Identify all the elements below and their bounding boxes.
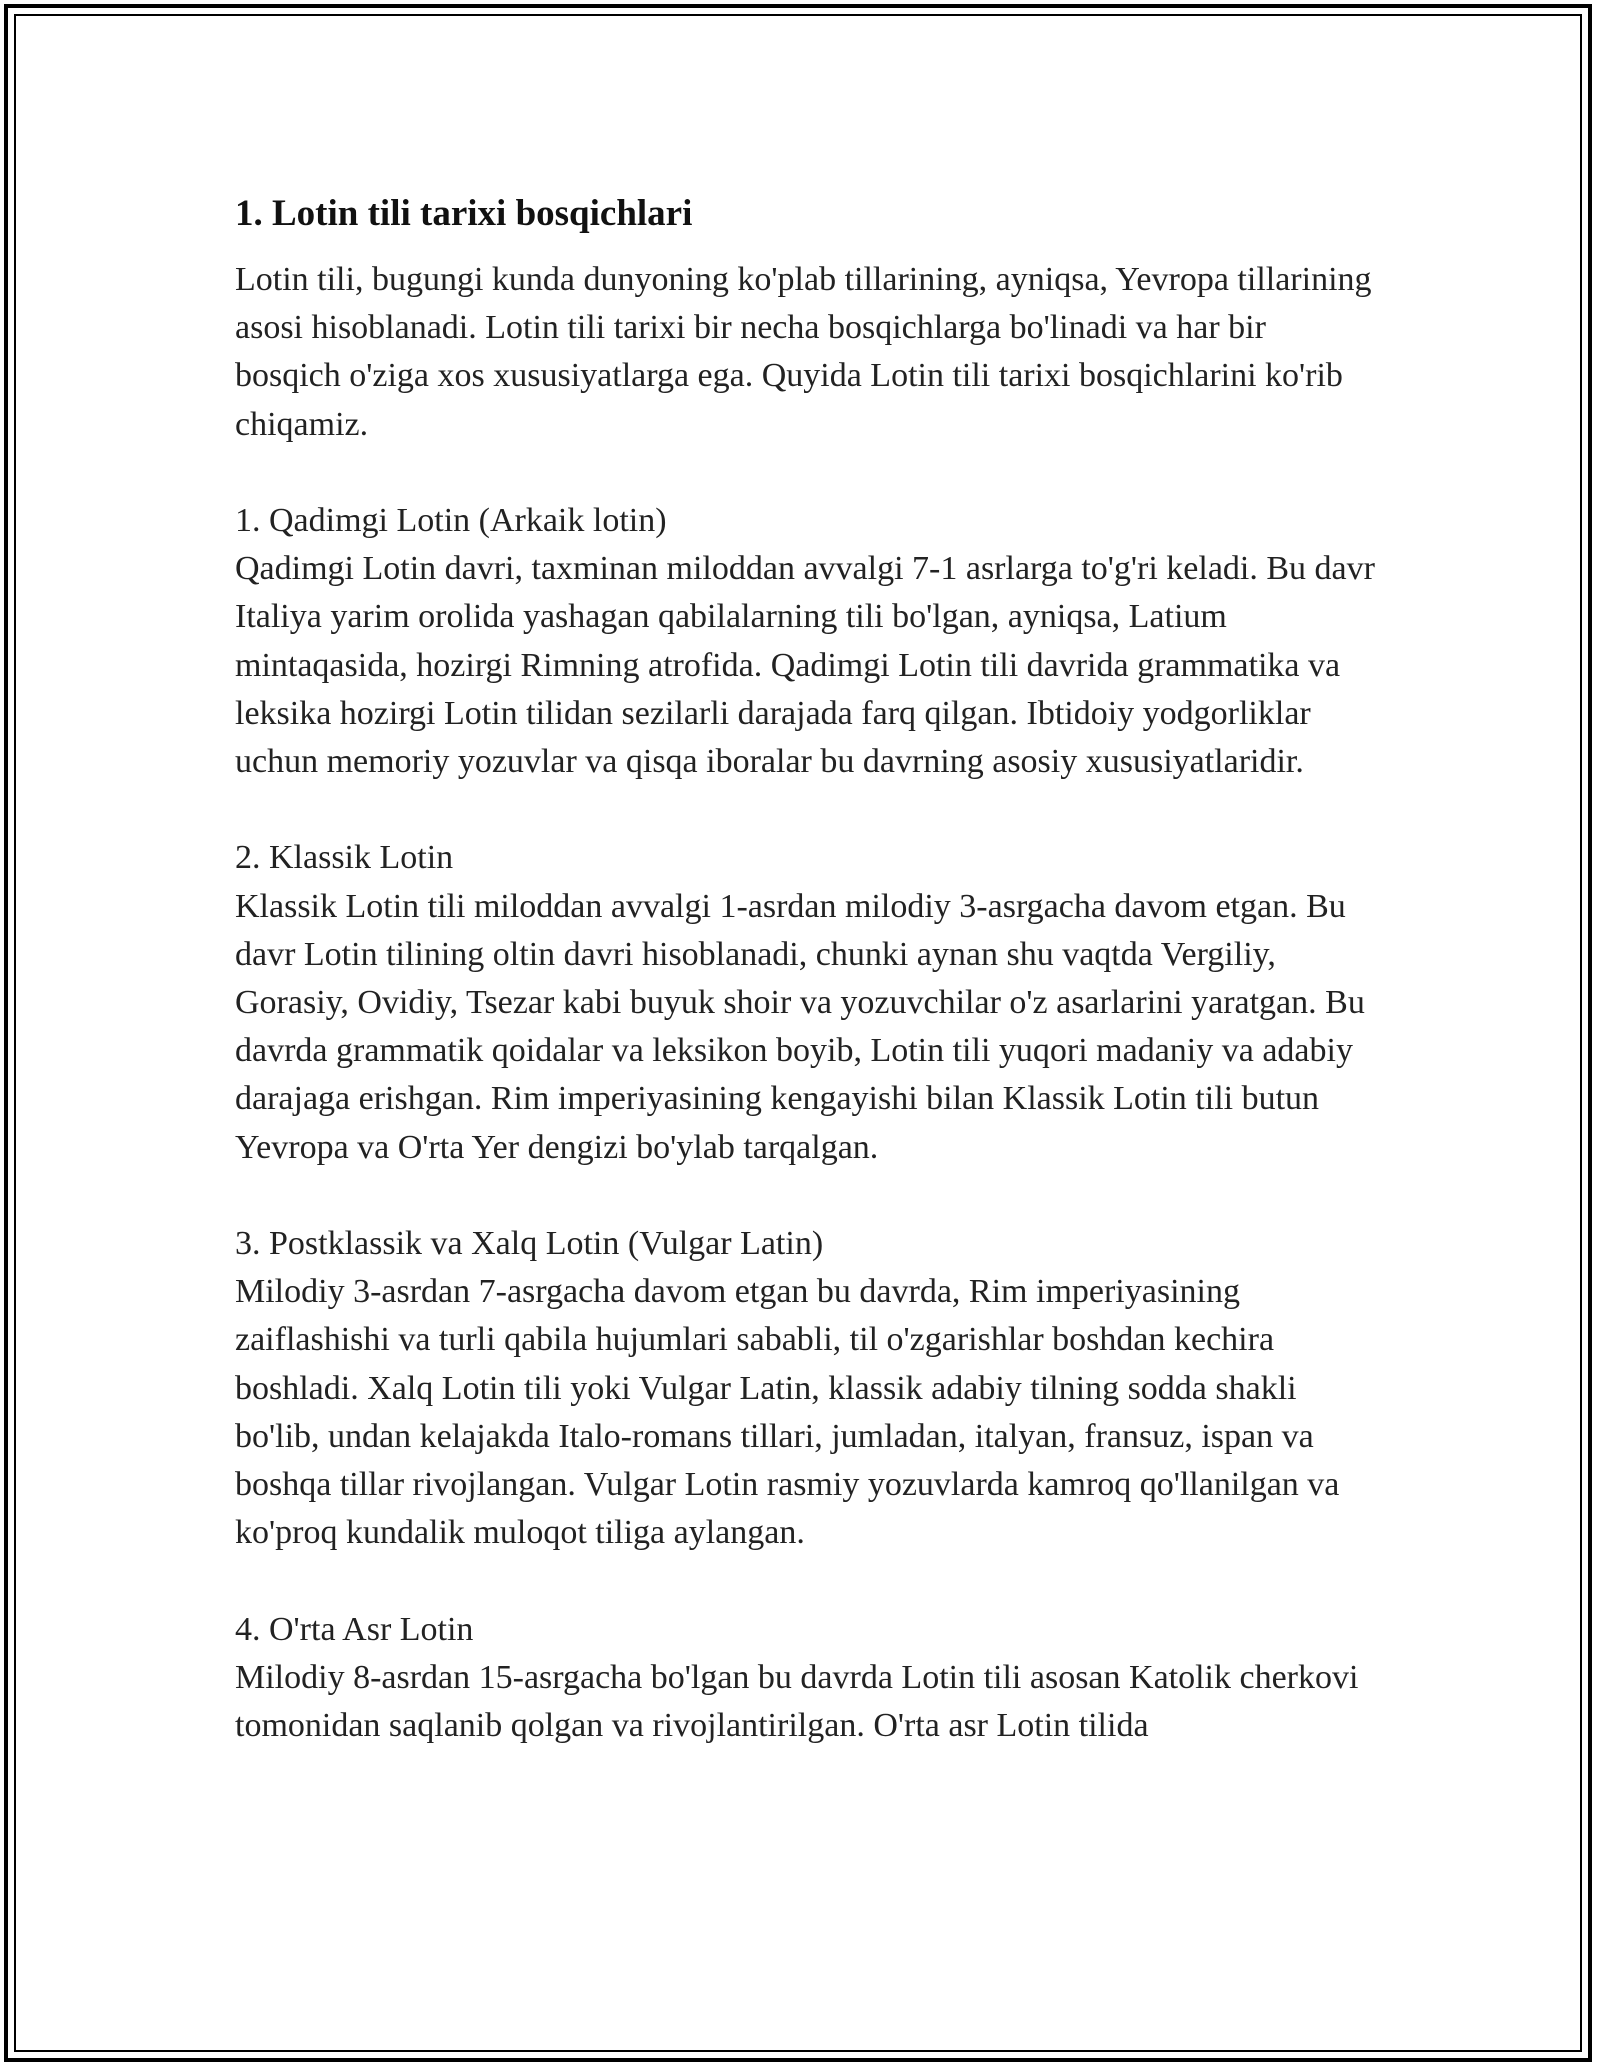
section-body: Milodiy 8-asrdan 15-asrgacha bo'lgan bu davrda Lotin tili asosan Katolik cherkovi tomonidan saqlanib qolgan va rivojlantirilgan. O'rta asr Lotin tilida [235, 1658, 1359, 1745]
section-body: Klassik Lotin tili miloddan avvalgi 1-asrdan milodiy 3-asrgacha davom etgan. Bu davr Lotin tilining oltin davri hisoblanadi, chunki aynan shu vaqtda Vergiliy, Gorasiy, Ovidiy, Tsezar kabi buyuk shoir va yozuvchilar o'z asarlarini yaratgan. Bu davrda grammatik qoidalar va leksikon boyib, Lotin tili yuqori madaniy va adabiy darajaga erishgan. Rim imperiyasining kengayishi bilan Klassik Lotin tili butun Yevropa va O'rta Yer dengizi bo'ylab tarqalgan. [235, 887, 1365, 1166]
section-body: Qadimgi Lotin davri, taxminan miloddan avvalgi 7-1 asrlarga to'g'ri keladi. Bu davr Italiya yarim orolida yashagan qabilalarning tili bo'lgan, ayniqsa, Latium mintaqasida, hozirgi Rimning atrofida. Qadimgi Lotin tili davrida grammatika va leksika hozirgi Lotin tilidan sezilarli darajada farq qilgan. Ibtidoiy yodgorliklar uchun memoriy yozuvlar va qisqa iboralar bu davrning asosiy xususiyatlaridir. [235, 550, 1375, 781]
document-title: 1. Lotin tili tarixi bosqichlari [235, 193, 693, 234]
document-body [235, 186, 1375, 1750]
section-archaic-latin [235, 497, 1375, 786]
section-heading: 1. Qadimgi Lotin (Arkaik lotin) [235, 502, 667, 539]
section-medieval-latin [235, 1606, 1375, 1751]
section-heading: 3. Postklassik va Xalq Lotin (Vulgar Latin) [235, 1225, 824, 1263]
section-classical-latin [235, 834, 1375, 1171]
section-heading: 2. Klassik Lotin [235, 839, 454, 877]
intro-paragraph: Lotin tili, bugungi kunda dunyoning ko'plab tillarining, ayniqsa, Yevropa tillarining asosi hisoblanadi. Lotin tili tarixi bir necha bosqichlarga bo'linadi va har bir bosqich o'ziga xos xususiyatlarga ega. Quyida Lotin tili tarixi bosqichlarini ko'rib chiqamiz. [235, 261, 1372, 443]
section-vulgar-latin [235, 1220, 1375, 1557]
section-body: Milodiy 3-asrdan 7-asrgacha davom etgan bu davrda, Rim imperiyasining zaiflashishi va turli qabila hujumlari sababli, til o'zgarishlar boshdan kechira boshladi. Xalq Lotin tili yoki Vulgar Latin, klassik adabiy tilning sodda shakli bo'lib, undan kelajakda Italo-romans tillari, jumladan, italyan, fransuz, ispan va boshqa tillar rivojlangan. Vulgar Lotin rasmiy yozuvlarda kamroq qo'llanilgan va ko'proq kundalik muloqot tiliga aylangan. [235, 1273, 1340, 1552]
section-heading: 4. O'rta Asr Lotin [235, 1610, 474, 1648]
